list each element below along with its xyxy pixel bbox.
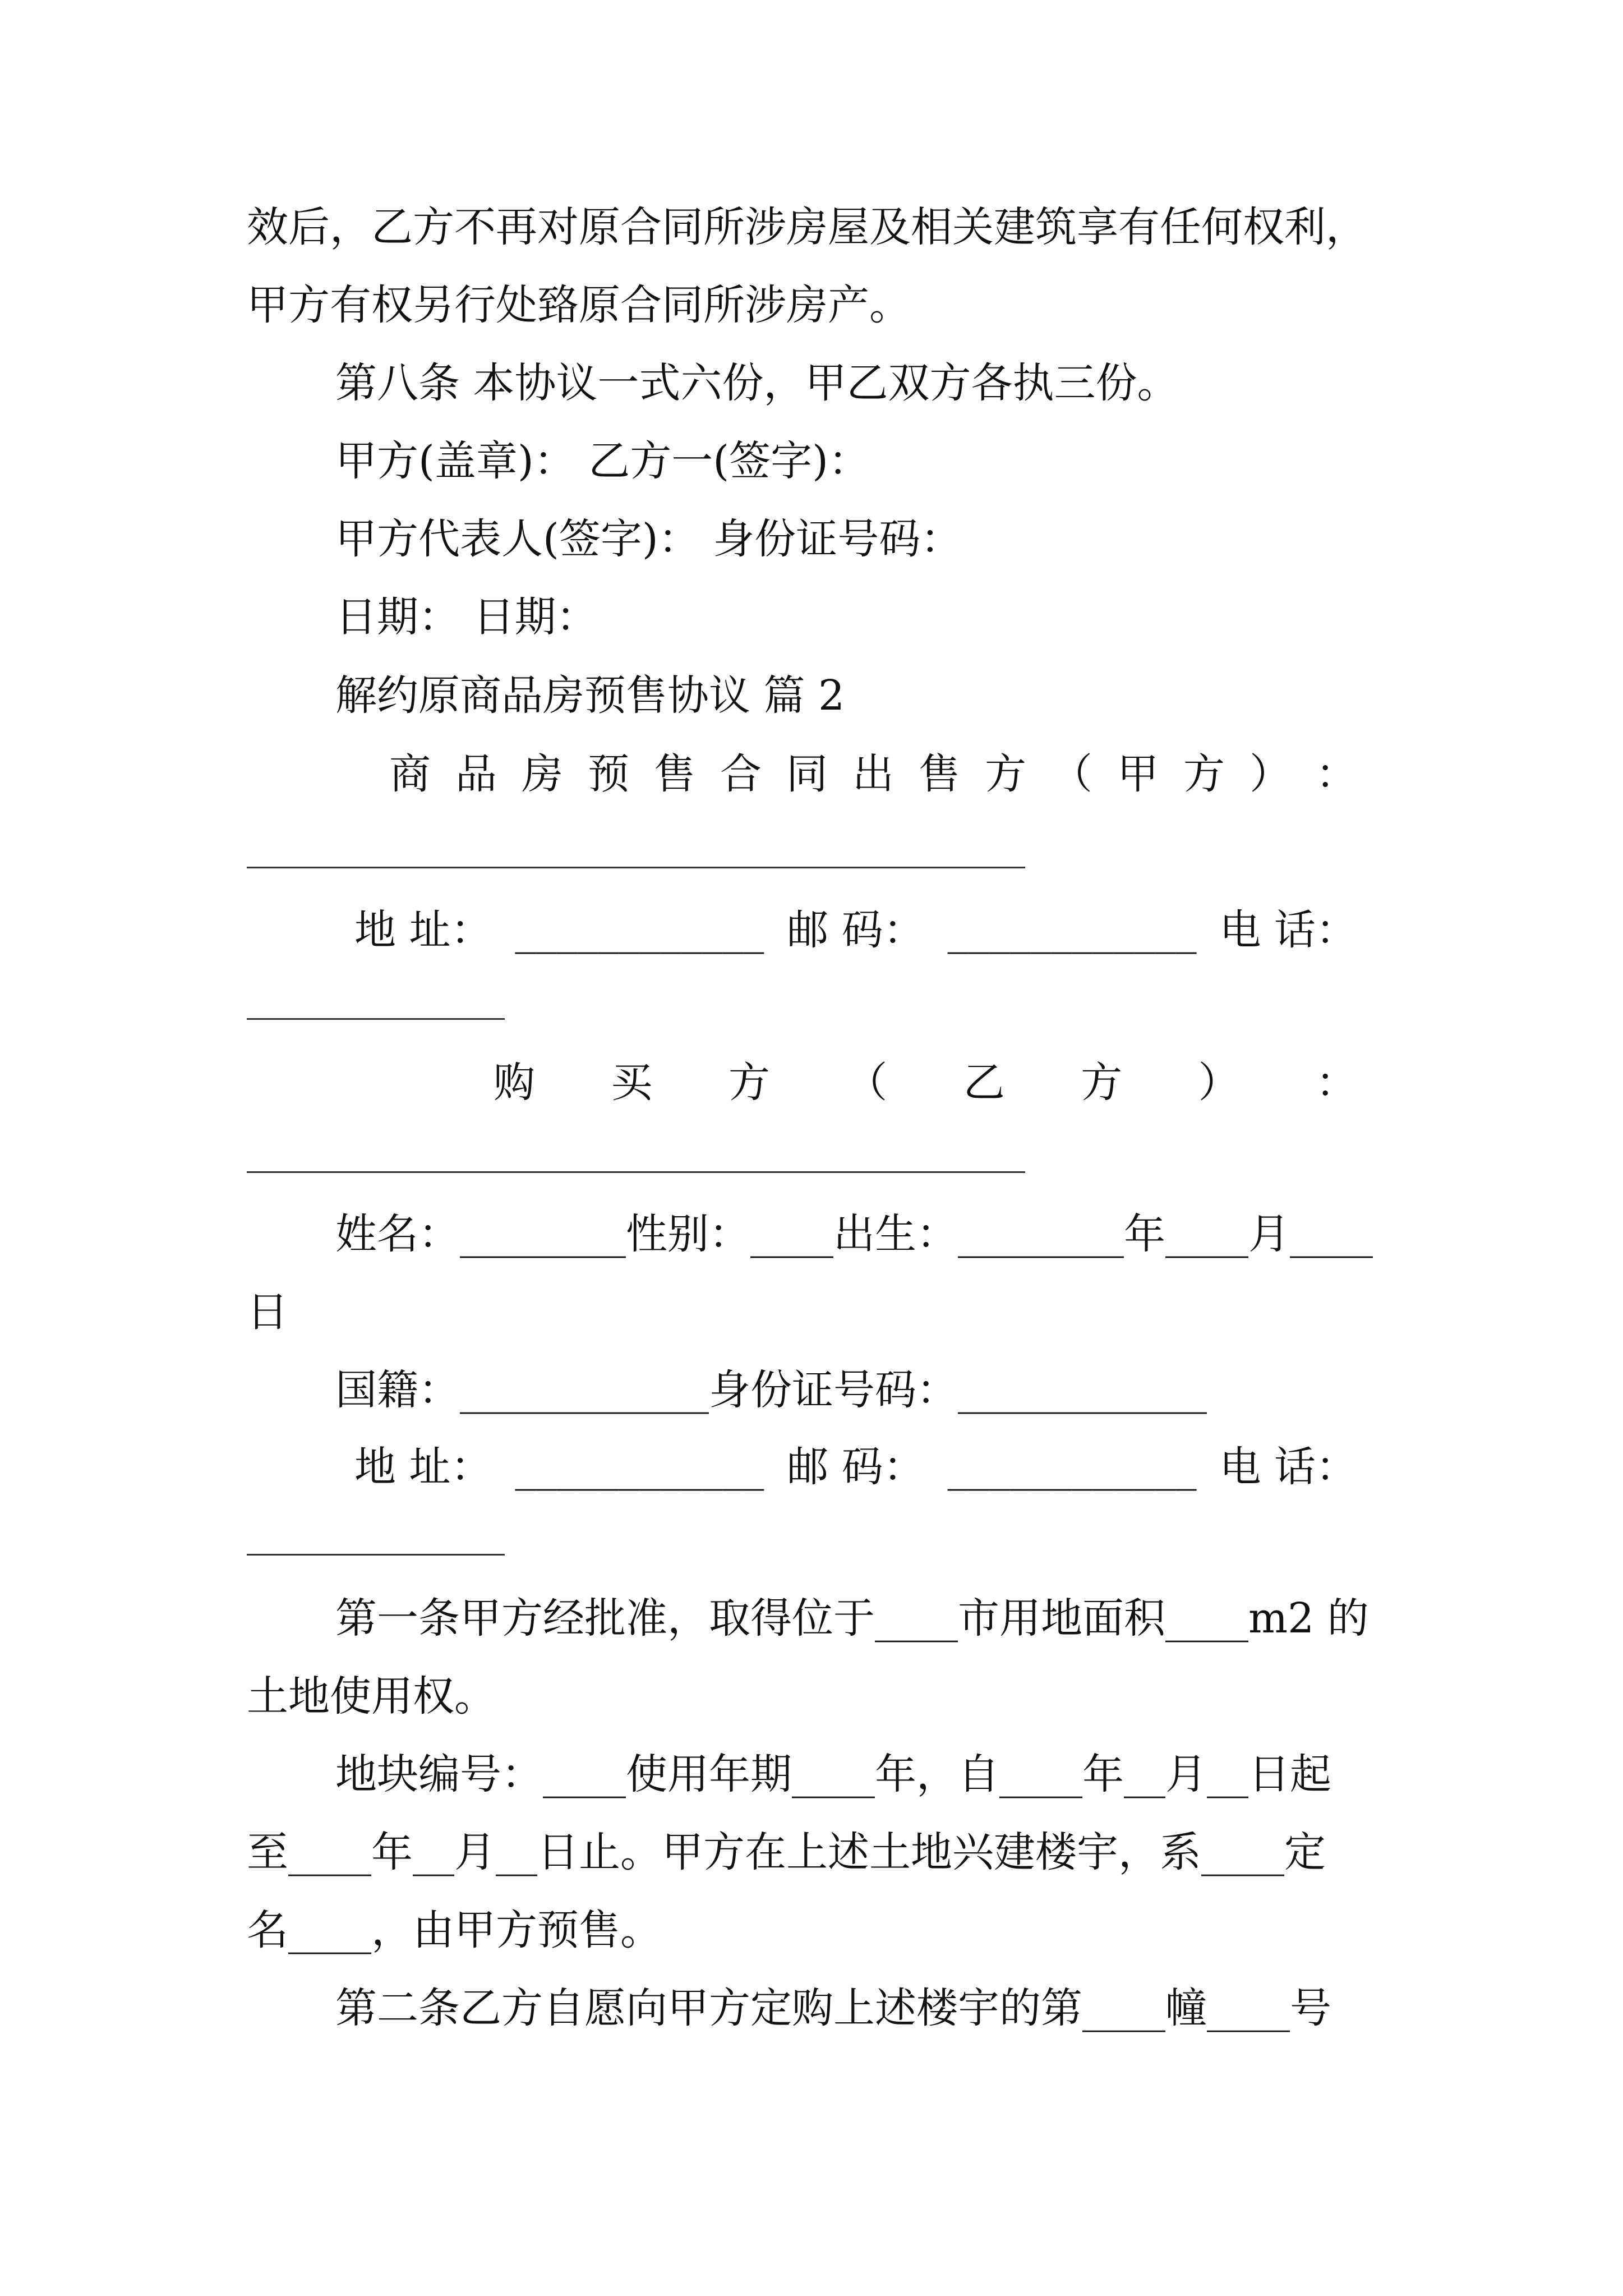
heading-char: ） [1198,1059,1240,1107]
paragraph-line: 名____，由甲方预售。 [247,1906,662,1954]
heading-char: ： [1315,1059,1357,1107]
postcode-label: 邮 码： [787,1443,925,1491]
postcode-label: 邮 码： [787,906,925,954]
nationality-line: 国籍：____________身份证号码：____________ [335,1366,1207,1414]
article-8: 第八条 本协议一式六份，甲乙双方各执三份。 [335,359,1179,407]
article-1: 第一条甲方经批准，取得位于____市用地面积____m2 的 [335,1594,1369,1642]
heading-char: 乙 [963,1059,1005,1107]
heading-char: 甲 [1117,750,1159,798]
heading-char: 买 [611,1059,653,1107]
heading-char: 方 [728,1059,770,1107]
address-blank: ____________ [515,906,764,954]
paragraph-line: 甲方有权另行处臵原合同所涉房产。 [247,281,911,329]
heading-char: 售 [919,750,960,798]
paragraph-line: 至____年__月__日止。甲方在上述土地兴建楼宇，系____定 [247,1828,1326,1876]
heading-char: 预 [588,750,629,798]
address-blank: ____________ [515,1443,764,1491]
heading-char: 方 [1183,750,1225,798]
paragraph-line: 地块编号：____使用年期____年，自____年__月__日起 [335,1750,1331,1798]
phone-label: 电 话： [1219,906,1357,954]
section-heading: 解约原商品房预售协议 篇 2 [335,671,845,720]
heading-char: （ [846,1059,888,1107]
address-label: 地 址： [354,1443,492,1491]
seller-address-row [354,902,1357,958]
buyer-name-line: 姓名：________性别：____出生：________年____月____ [335,1210,1373,1258]
heading-char: 商 [389,750,431,798]
heading-char: 同 [786,750,828,798]
address-label: 地 址： [354,906,492,954]
postcode-blank: ____________ [947,1443,1197,1491]
paragraph-line: 效后，乙方不再对原合同所涉房屋及相关建筑享有任何权利， [247,203,1367,251]
heading-char: ） [1249,750,1291,798]
heading-char: 出 [852,750,894,798]
seller-heading [389,746,1357,802]
heading-char: ： [1316,750,1357,798]
heading-char: （ [1051,750,1092,798]
heading-char: 房 [522,750,563,798]
signature-line-date: 日期： 日期： [335,593,598,641]
heading-char: 方 [1081,1059,1123,1107]
article-2: 第二条乙方自愿向甲方定购上述楼宇的第____幢____号 [335,1984,1331,2032]
buyer-address-row [354,1439,1357,1495]
fill-in-rule [247,1018,505,1020]
phone-label: 电 话： [1219,1443,1357,1491]
signature-line-representative: 甲方代表人(签字)： 身份证号码： [335,515,962,563]
heading-char: 购 [494,1059,535,1107]
paragraph-line: 土地使用权。 [247,1672,496,1720]
fill-in-rule [247,1171,1025,1173]
buyer-heading [494,1055,1357,1111]
fill-in-rule [247,1554,505,1556]
heading-char: 品 [455,750,497,798]
heading-char: 方 [985,750,1026,798]
heading-char: 售 [654,750,695,798]
paragraph-line: 日 [247,1288,288,1336]
heading-char: 合 [720,750,762,798]
postcode-blank: ____________ [947,906,1197,954]
signature-line-seal: 甲方(盖章)： 乙方一(签字)： [335,437,870,485]
fill-in-rule [247,867,1025,868]
